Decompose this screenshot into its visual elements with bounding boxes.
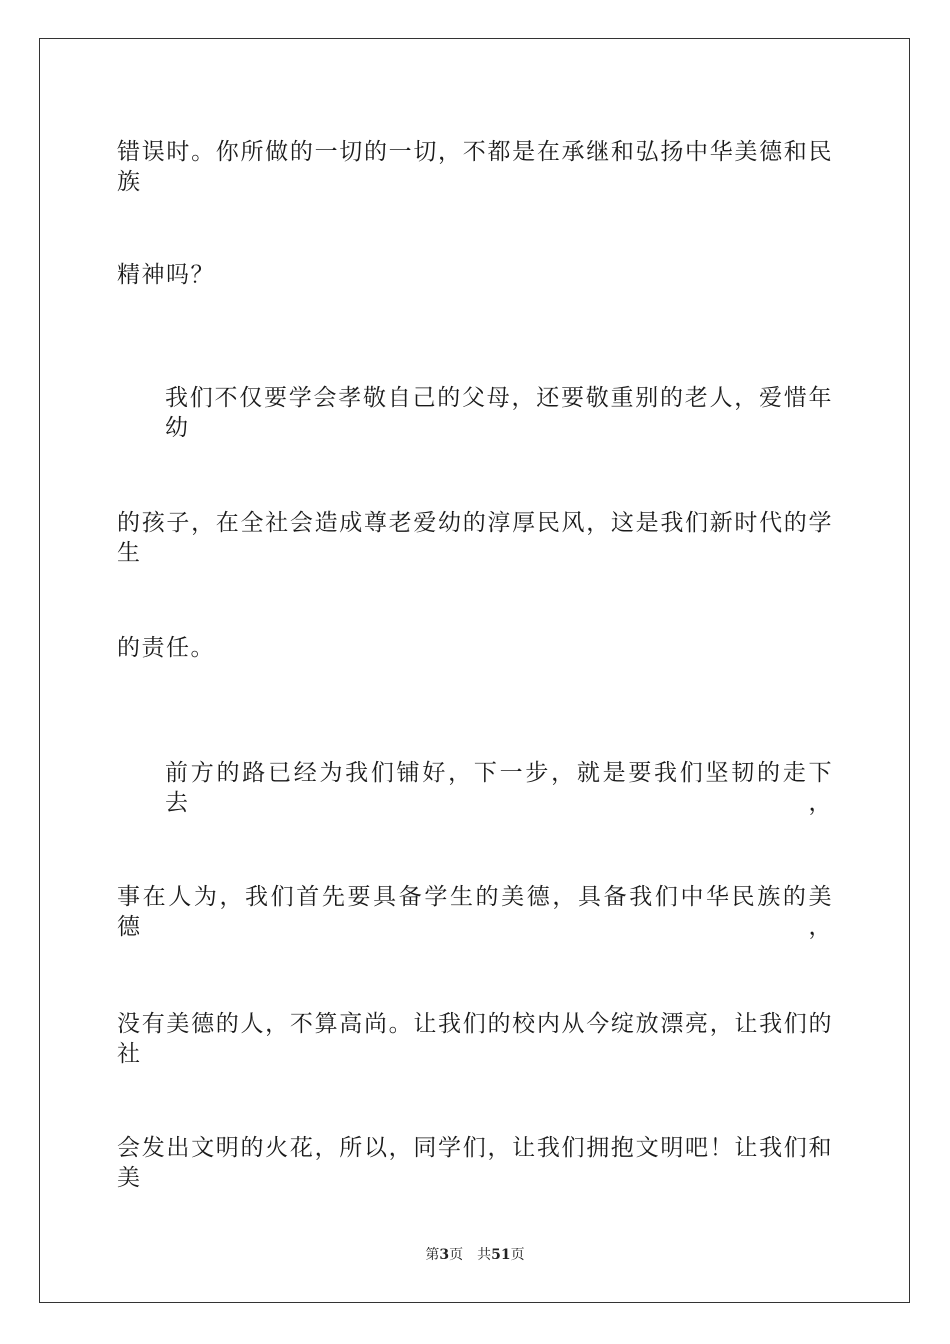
text-line: 精神吗？ [117, 262, 215, 288]
total-suffix: 页 [510, 1247, 525, 1263]
text-line: 的责任。 [117, 635, 215, 661]
page-frame [39, 38, 910, 1303]
text-line: 没有美德的人，不算高尚。让我们的校内从今绽放漂亮，让我们的社 [117, 1011, 833, 1067]
page-footer [0, 1246, 950, 1264]
text-line: 我们不仅要学会孝敬自己的父母，还要敬重别的老人，爱惜年幼 [165, 385, 833, 441]
page-suffix: 页 [449, 1247, 464, 1263]
total-prefix: 共 [477, 1247, 492, 1263]
page-number: 3 [439, 1247, 450, 1263]
text-line: 的孩子，在全社会造成尊老爱幼的淳厚民风，这是我们新时代的学生 [117, 510, 833, 566]
text-line: 会发出文明的火花，所以，同学们，让我们拥抱文明吧！让我们和美 [117, 1135, 833, 1191]
total-pages: 51 [491, 1247, 511, 1263]
text-line: 事在人为，我们首先要具备学生的美德，具备我们中华民族的美德， [117, 884, 833, 940]
text-line: 前方的路已经为我们铺好，下一步，就是要我们坚韧的走下去， [165, 760, 833, 816]
page-prefix: 第 [425, 1247, 440, 1263]
text-line: 错误时。你所做的一切的一切，不都是在承继和弘扬中华美德和民族 [117, 139, 833, 195]
